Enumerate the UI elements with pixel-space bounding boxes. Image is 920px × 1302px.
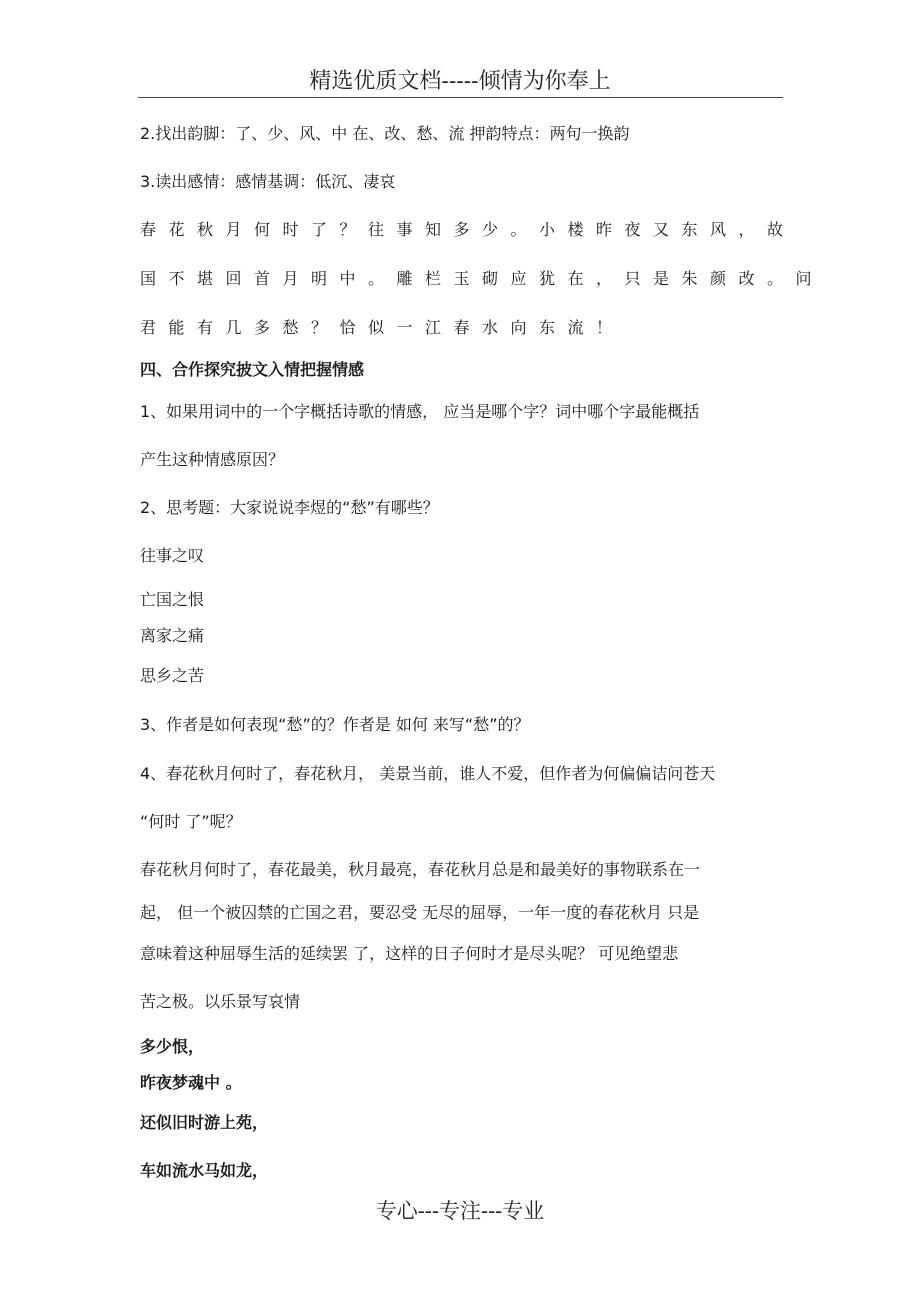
page-footer: 专心---专注---专业	[375, 1199, 545, 1223]
answer-line: 春花秋月何时了，春花最美，秋月最亮，春花秋月总是和最美好的事物联系在一	[140, 860, 701, 879]
sorrow-item: 往事之叹	[140, 546, 205, 565]
answer-line: 苦之极。以乐景写哀情	[140, 992, 301, 1011]
poem-line: 君能有几多愁？恰似一江春水向东流！	[140, 318, 625, 337]
sorrow-item: 亡国之恨	[140, 590, 205, 609]
answer-line: 起， 但一个被囚禁的亡国之君，要忍受 无尽的屈辱，一年一度的春花秋月 只是	[140, 903, 700, 922]
poem-quote-line: 车如流水马如龙，	[140, 1161, 269, 1180]
page-header: 精选优质文档-----倾情为你奉上	[309, 69, 611, 94]
poem-quote-line: 多少恨，	[140, 1037, 205, 1056]
question-4: 4、春花秋月何时了，春花秋月， 美景当前，谁人不爱，但作者为何偏偏诘问苍天	[140, 764, 716, 783]
question-4-continued: “何时 了”呢？	[140, 812, 242, 831]
section-four-title: 四、合作探究披文入情把握情感	[140, 360, 365, 379]
question-1-continued: 产生这种情感原因？	[140, 450, 285, 469]
poem-quote-line: 昨夜梦魂中 。	[140, 1073, 242, 1092]
header-rule	[138, 97, 783, 98]
read-emotion-line: 3.读出感情：感情基调：低沉、凄哀	[140, 172, 396, 191]
question-1: 1、如果用词中的一个字概括诗歌的情感， 应当是哪个字？词中哪个字最能概括	[140, 402, 700, 421]
answer-line: 意味着这种屈辱生活的延续罢 了，这样的日子何时才是尽头呢？ 可见绝望悲	[140, 944, 679, 963]
question-2: 2、思考题：大家说说李煜的“愁”有哪些？	[140, 498, 439, 517]
poem-quote-line: 还似旧时游上苑，	[140, 1113, 269, 1132]
rhyme-feet-line: 2.找出韵脚：了、少、风、中 在、改、愁、流 押韵特点：两句一换韵	[140, 124, 630, 143]
sorrow-item: 思乡之苦	[140, 666, 205, 685]
poem-line: 春花秋月何时了？往事知多少。小楼昨夜又东风，故	[140, 220, 796, 239]
question-3: 3、作者是如何表现“愁”的？作者是 如何 来写“愁”的？	[140, 715, 530, 734]
poem-line: 国不堪回首月明中。雕栏玉砌应犹在，只是朱颜改。问	[140, 269, 825, 288]
sorrow-item: 离家之痛	[140, 626, 205, 645]
